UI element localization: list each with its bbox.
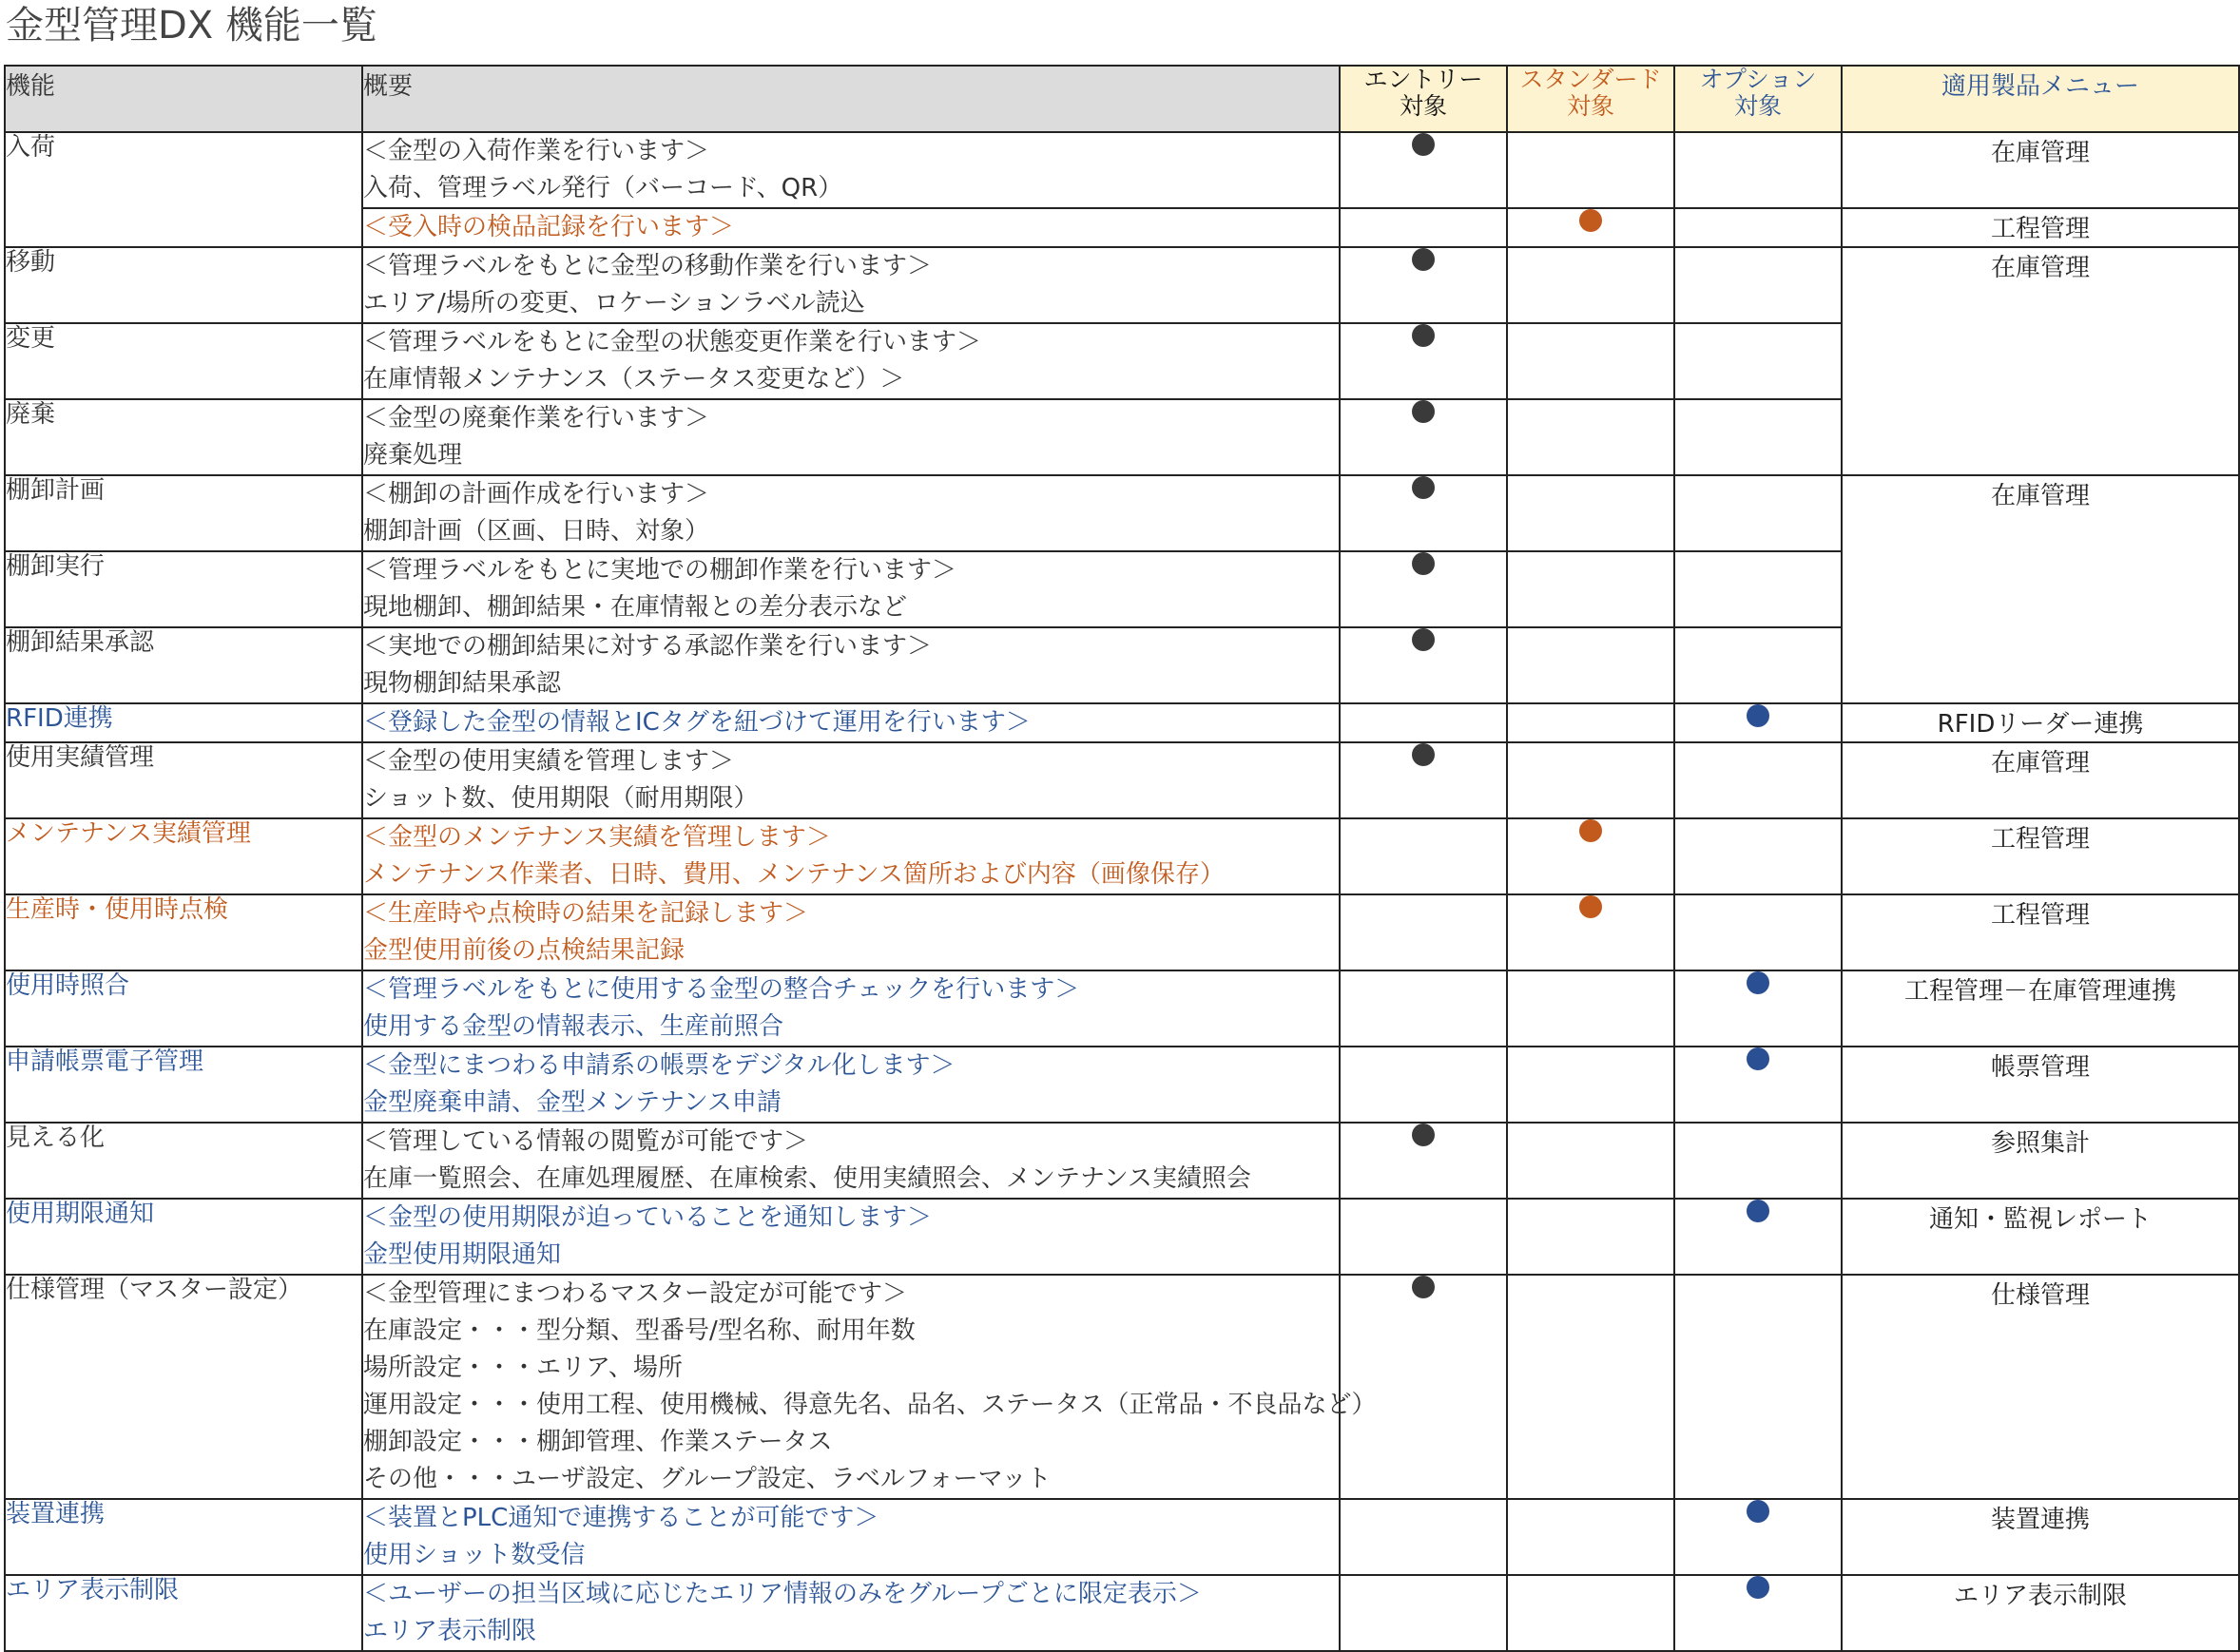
page-title: 金型管理DX 機能一覧	[6, 4, 377, 48]
option-cell	[1674, 208, 1842, 247]
option-cell	[1674, 323, 1842, 399]
product-menu: 在庫管理	[1842, 247, 2239, 475]
feature-summary	[362, 247, 1340, 323]
option-dot-icon	[1747, 704, 1769, 727]
summary-line: 現物棚卸結果承認	[363, 669, 562, 698]
feature-name: 生産時・使用時点検	[5, 894, 362, 970]
entry-dot-icon	[1412, 628, 1435, 651]
option-cell	[1674, 1499, 1842, 1575]
feature-summary	[362, 475, 1340, 551]
entry-cell	[1340, 1123, 1507, 1199]
product-menu: 在庫管理	[1842, 132, 2239, 208]
feature-name: 移動	[5, 247, 362, 323]
standard-cell	[1507, 1199, 1674, 1275]
entry-cell	[1340, 1199, 1507, 1275]
summary-line: ＜金型のメンテナンス実績を管理します＞	[363, 823, 831, 852]
feature-name: RFID連携	[5, 703, 362, 742]
header-menu: 適用製品メニュー	[1842, 66, 2239, 132]
feature-name: 棚卸実行	[5, 551, 362, 627]
standard-cell	[1507, 132, 1674, 208]
entry-cell	[1340, 742, 1507, 818]
summary-line: ＜金型の廃棄作業を行います＞	[363, 404, 710, 432]
product-menu: 在庫管理	[1842, 742, 2239, 818]
summary-line: メンテナンス作業者、日時、費用、メンテナンス箇所および内容（画像保存）	[363, 860, 1225, 889]
option-dot-icon	[1747, 1576, 1769, 1599]
option-dot-icon	[1747, 971, 1769, 994]
feature-name: 使用期限通知	[5, 1199, 362, 1275]
summary-line: 入荷、管理ラベル発行（バーコード、QR）	[363, 174, 843, 202]
summary-line: ＜金型の使用実績を管理します＞	[363, 747, 735, 776]
standard-cell	[1507, 1123, 1674, 1199]
header-row	[5, 66, 2239, 132]
product-menu: 工程管理	[1842, 894, 2239, 970]
feature-name: 棚卸計画	[5, 475, 362, 551]
summary-line: 金型使用期限通知	[363, 1240, 562, 1269]
table-row	[5, 132, 2239, 208]
feature-summary	[362, 1575, 1340, 1651]
entry-cell	[1340, 703, 1507, 742]
feature-summary	[362, 551, 1340, 627]
entry-cell	[1340, 894, 1507, 970]
summary-line: 棚卸計画（区画、日時、対象）	[363, 517, 710, 546]
header-entry-line1: エントリー	[1363, 66, 1483, 93]
entry-dot-icon	[1412, 133, 1435, 156]
summary-line: ＜管理ラベルをもとに使用する金型の整合チェックを行います＞	[363, 975, 1080, 1004]
product-menu: 工程管理－在庫管理連携	[1842, 970, 2239, 1047]
feature-summary	[362, 323, 1340, 399]
option-cell	[1674, 399, 1842, 475]
product-menu: 帳票管理	[1842, 1047, 2239, 1123]
table-body	[5, 132, 2239, 1651]
header-option	[1674, 66, 1842, 132]
standard-cell	[1507, 208, 1674, 247]
feature-summary	[362, 818, 1340, 894]
feature-summary	[362, 1123, 1340, 1199]
table-row	[5, 1199, 2239, 1275]
standard-cell	[1507, 475, 1674, 551]
product-menu: 通知・監視レポート	[1842, 1199, 2239, 1275]
standard-cell	[1507, 703, 1674, 742]
feature-summary	[362, 399, 1340, 475]
summary-line: ＜金型にまつわる申請系の帳票をデジタル化します＞	[363, 1051, 956, 1080]
standard-dot-icon	[1579, 819, 1602, 842]
summary-line: ＜棚卸の計画作成を行います＞	[363, 480, 710, 509]
entry-cell	[1340, 1575, 1507, 1651]
product-menu: 装置連携	[1842, 1499, 2239, 1575]
option-cell	[1674, 742, 1842, 818]
header-option-line2: 対象	[1733, 92, 1782, 120]
entry-cell	[1340, 132, 1507, 208]
summary-line: 金型廃棄申請、金型メンテナンス申請	[363, 1088, 782, 1117]
standard-cell	[1507, 1047, 1674, 1123]
table-row	[5, 703, 2239, 742]
standard-cell	[1507, 1575, 1674, 1651]
standard-cell	[1507, 399, 1674, 475]
header-standard	[1507, 66, 1674, 132]
table-row	[5, 1575, 2239, 1651]
entry-cell	[1340, 247, 1507, 323]
summary-line: ＜装置とPLC通知で連携することが可能です＞	[363, 1504, 879, 1532]
entry-cell	[1340, 627, 1507, 703]
summary-line: ＜金型の入荷作業を行います＞	[363, 137, 710, 165]
summary-line: エリア表示制限	[363, 1617, 537, 1645]
summary-line: ＜受入時の検品記録を行います＞	[363, 213, 735, 241]
standard-cell	[1507, 1275, 1674, 1499]
feature-summary	[362, 970, 1340, 1047]
entry-dot-icon	[1412, 552, 1435, 575]
entry-cell	[1340, 399, 1507, 475]
summary-line: その他・・・ユーザ設定、グループ設定、ラベルフォーマット	[363, 1465, 1052, 1493]
summary-line: ＜金型管理にまつわるマスター設定が可能です＞	[363, 1279, 908, 1308]
table-row	[5, 1499, 2239, 1575]
summary-line: 場所設定・・・エリア、場所	[363, 1354, 683, 1382]
summary-line: 在庫情報メンテナンス（ステータス変更など）＞	[363, 365, 905, 394]
standard-cell	[1507, 323, 1674, 399]
product-menu: 工程管理	[1842, 818, 2239, 894]
option-cell	[1674, 551, 1842, 627]
option-cell	[1674, 475, 1842, 551]
option-cell	[1674, 132, 1842, 208]
option-cell	[1674, 627, 1842, 703]
standard-cell	[1507, 551, 1674, 627]
standard-cell	[1507, 894, 1674, 970]
option-dot-icon	[1747, 1500, 1769, 1523]
summary-line: 金型使用前後の点検結果記録	[363, 936, 686, 965]
table-row	[5, 475, 2239, 551]
option-dot-icon	[1747, 1047, 1769, 1070]
option-cell	[1674, 818, 1842, 894]
feature-summary	[362, 894, 1340, 970]
entry-cell	[1340, 475, 1507, 551]
summary-line: ＜登録した金型の情報とICタグを紐づけて運用を行います＞	[363, 708, 1031, 737]
table-row	[5, 1275, 2239, 1499]
entry-cell	[1340, 970, 1507, 1047]
entry-dot-icon	[1412, 324, 1435, 347]
option-cell	[1674, 1123, 1842, 1199]
option-cell	[1674, 970, 1842, 1047]
entry-cell	[1340, 1275, 1507, 1499]
standard-dot-icon	[1579, 209, 1602, 232]
header-standard-line1: スタンダード	[1519, 66, 1662, 93]
feature-name: 廃棄	[5, 399, 362, 475]
entry-cell	[1340, 551, 1507, 627]
entry-dot-icon	[1412, 476, 1435, 499]
standard-cell	[1507, 1499, 1674, 1575]
option-cell	[1674, 1275, 1842, 1499]
feature-name: 使用実績管理	[5, 742, 362, 818]
table-row	[5, 1123, 2239, 1199]
feature-name: エリア表示制限	[5, 1575, 362, 1651]
summary-line: 使用する金型の情報表示、生産前照合	[363, 1012, 784, 1041]
header-entry	[1340, 66, 1507, 132]
feature-summary	[362, 208, 1340, 247]
standard-dot-icon	[1579, 895, 1602, 918]
option-dot-icon	[1747, 1200, 1769, 1222]
table-row	[5, 818, 2239, 894]
summary-line: 在庫一覧照会、在庫処理履歴、在庫検索、使用実績照会、メンテナンス実績照会	[363, 1164, 1251, 1193]
feature-summary	[362, 1199, 1340, 1275]
entry-cell	[1340, 323, 1507, 399]
entry-dot-icon	[1412, 400, 1435, 423]
feature-name: 申請帳票電子管理	[5, 1047, 362, 1123]
feature-summary	[362, 1047, 1340, 1123]
standard-cell	[1507, 247, 1674, 323]
product-menu: RFIDリーダー連携	[1842, 703, 2239, 742]
entry-dot-icon	[1412, 1124, 1435, 1146]
summary-line: ＜管理ラベルをもとに金型の移動作業を行います＞	[363, 252, 933, 280]
feature-summary	[362, 132, 1340, 208]
product-menu: エリア表示制限	[1842, 1575, 2239, 1651]
summary-line: 棚卸設定・・・棚卸管理、作業ステータス	[363, 1428, 833, 1456]
option-cell	[1674, 1047, 1842, 1123]
summary-line: ショット数、使用期限（耐用期限）	[363, 784, 759, 813]
option-cell	[1674, 1199, 1842, 1275]
entry-dot-icon	[1412, 743, 1435, 766]
feature-summary	[362, 627, 1340, 703]
product-menu: 仕様管理	[1842, 1275, 2239, 1499]
table-row	[5, 894, 2239, 970]
product-menu: 参照集計	[1842, 1123, 2239, 1199]
feature-name: 装置連携	[5, 1499, 362, 1575]
summary-line: ＜ユーザーの担当区域に応じたエリア情報のみをグループごとに限定表示＞	[363, 1580, 1202, 1608]
summary-line: 使用ショット数受信	[363, 1541, 586, 1569]
feature-table	[4, 65, 2240, 1652]
option-cell	[1674, 894, 1842, 970]
standard-cell	[1507, 970, 1674, 1047]
entry-cell	[1340, 1047, 1507, 1123]
feature-name: 変更	[5, 323, 362, 399]
feature-summary	[362, 1275, 1377, 1499]
summary-line: ＜金型の使用期限が迫っていることを通知します＞	[363, 1203, 933, 1232]
table-row	[5, 970, 2239, 1047]
feature-name: 使用時照合	[5, 970, 362, 1047]
summary-line: ＜生産時や点検時の結果を記録します＞	[363, 899, 809, 928]
product-menu: 工程管理	[1842, 208, 2239, 247]
header-standard-line2: 対象	[1566, 92, 1614, 120]
summary-line: 現地棚卸、棚卸結果・在庫情報との差分表示など	[363, 593, 908, 622]
product-menu: 在庫管理	[1842, 475, 2239, 703]
summary-line: 廃棄処理	[363, 441, 463, 470]
entry-dot-icon	[1412, 1276, 1435, 1298]
summary-line: ＜管理ラベルをもとに実地での棚卸作業を行います＞	[363, 556, 957, 585]
header-summary: 概要	[362, 66, 1340, 132]
entry-cell	[1340, 208, 1507, 247]
option-cell	[1674, 703, 1842, 742]
table-row	[5, 1047, 2239, 1123]
feature-name: 棚卸結果承認	[5, 627, 362, 703]
feature-name: 仕様管理（マスター設定）	[5, 1275, 362, 1499]
header-option-line1: オプション	[1699, 66, 1817, 93]
entry-cell	[1340, 1499, 1507, 1575]
standard-cell	[1507, 818, 1674, 894]
option-cell	[1674, 1575, 1842, 1651]
option-cell	[1674, 247, 1842, 323]
entry-dot-icon	[1412, 248, 1435, 271]
header-entry-line2: 対象	[1399, 92, 1447, 120]
feature-summary	[362, 742, 1340, 818]
entry-cell	[1340, 818, 1507, 894]
standard-cell	[1507, 627, 1674, 703]
summary-line: 運用設定・・・使用工程、使用機械、得意先名、品名、ステータス（正常品・不良品など）	[363, 1391, 1377, 1419]
summary-line: エリア/場所の変更、ロケーションラベル読込	[363, 289, 865, 317]
summary-line: 在庫設定・・・型分類、型番号/型名称、耐用年数	[363, 1316, 916, 1345]
table-row	[5, 247, 2239, 323]
feature-summary	[362, 703, 1340, 742]
feature-name: 見える化	[5, 1123, 362, 1199]
header-feature: 機能	[5, 66, 362, 132]
summary-line: ＜管理ラベルをもとに金型の状態変更作業を行います＞	[363, 328, 982, 356]
feature-summary	[362, 1499, 1340, 1575]
summary-line: ＜管理している情報の閲覧が可能です＞	[363, 1127, 809, 1156]
table-row	[5, 742, 2239, 818]
standard-cell	[1507, 742, 1674, 818]
feature-name: 入荷	[5, 132, 362, 247]
summary-line: ＜実地での棚卸結果に対する承認作業を行います＞	[363, 632, 933, 661]
feature-name: メンテナンス実績管理	[5, 818, 362, 894]
